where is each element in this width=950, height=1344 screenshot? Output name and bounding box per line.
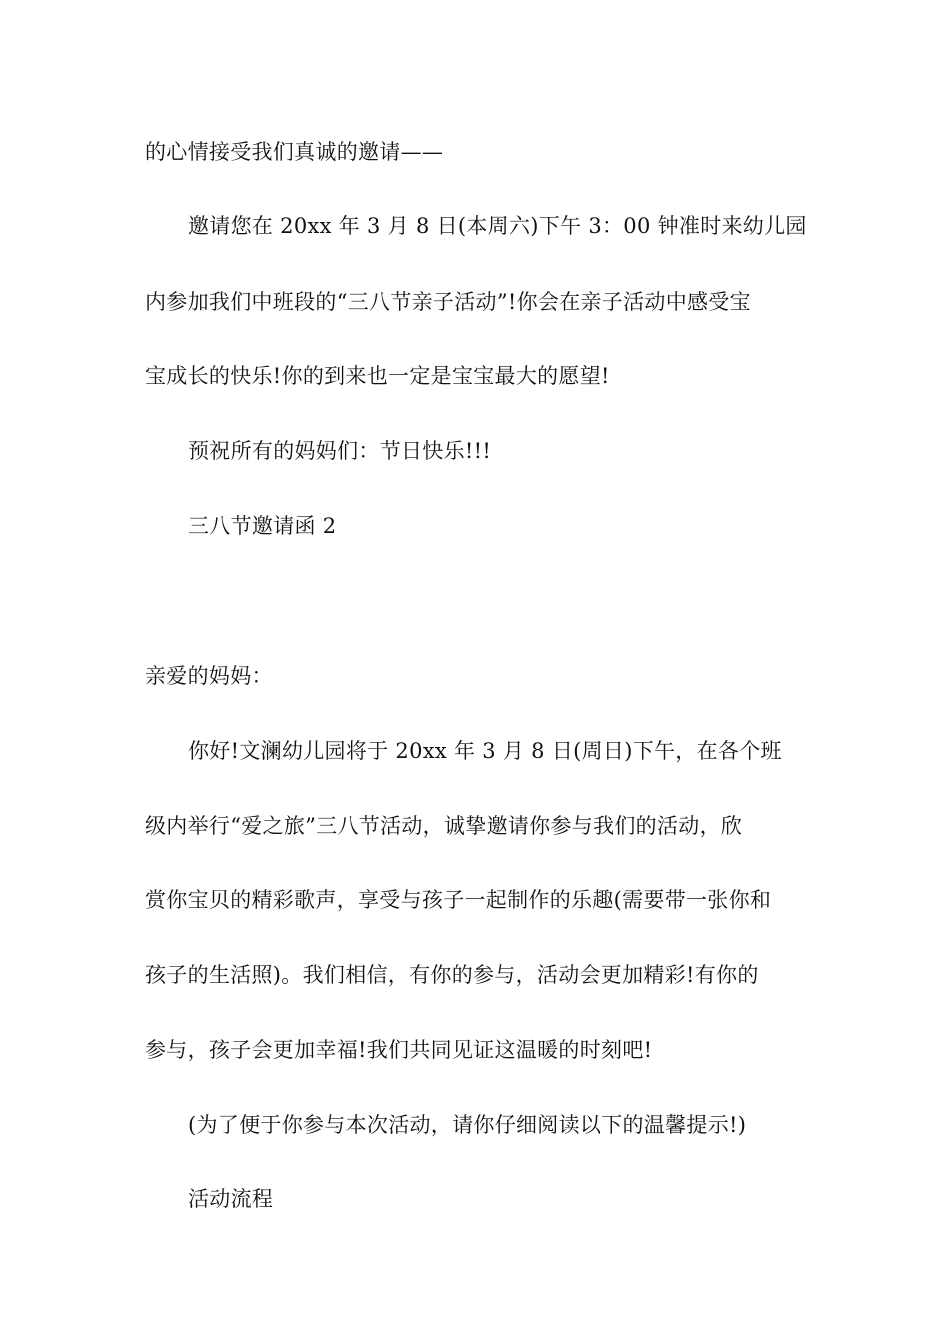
paragraph-line: 宝成长的快乐!你的到来也一定是宝宝最大的愿望! <box>145 364 610 388</box>
paragraph-line: (为了便于你参与本次活动，请你仔细阅读以下的温馨提示!) <box>188 1113 747 1137</box>
paragraph-line: 的心情接受我们真诚的邀请—— <box>145 140 444 164</box>
paragraph-line: 预祝所有的妈妈们：节日快乐!!! <box>188 439 492 463</box>
section-heading: 三八节邀请函 2 <box>188 514 337 538</box>
paragraph-line: 你好!文澜幼儿园将于 20xx 年 3 月 8 日(周日)下午，在各个班 <box>188 739 782 763</box>
paragraph-line: 参与，孩子会更加幸福!我们共同见证这温暖的时刻吧! <box>145 1038 653 1062</box>
salutation: 亲爱的妈妈： <box>145 664 273 688</box>
section-heading: 活动流程 <box>188 1187 274 1211</box>
paragraph-line: 级内举行“爱之旅”三八节活动，诚挚邀请你参与我们的活动，欣 <box>145 814 743 838</box>
paragraph-line: 邀请您在 20xx 年 3 月 8 日(本周六)下午 3：00 钟准时来幼儿园 <box>188 214 807 238</box>
paragraph-line: 赏你宝贝的精彩歌声，享受与孩子一起制作的乐趣(需要带一张你和 <box>145 888 772 912</box>
paragraph-line: 内参加我们中班段的“三八节亲子活动”!你会在亲子活动中感受宝 <box>145 290 751 314</box>
paragraph-line: 孩子的生活照)。我们相信，有你的参与，活动会更加精彩!有你的 <box>145 963 759 987</box>
